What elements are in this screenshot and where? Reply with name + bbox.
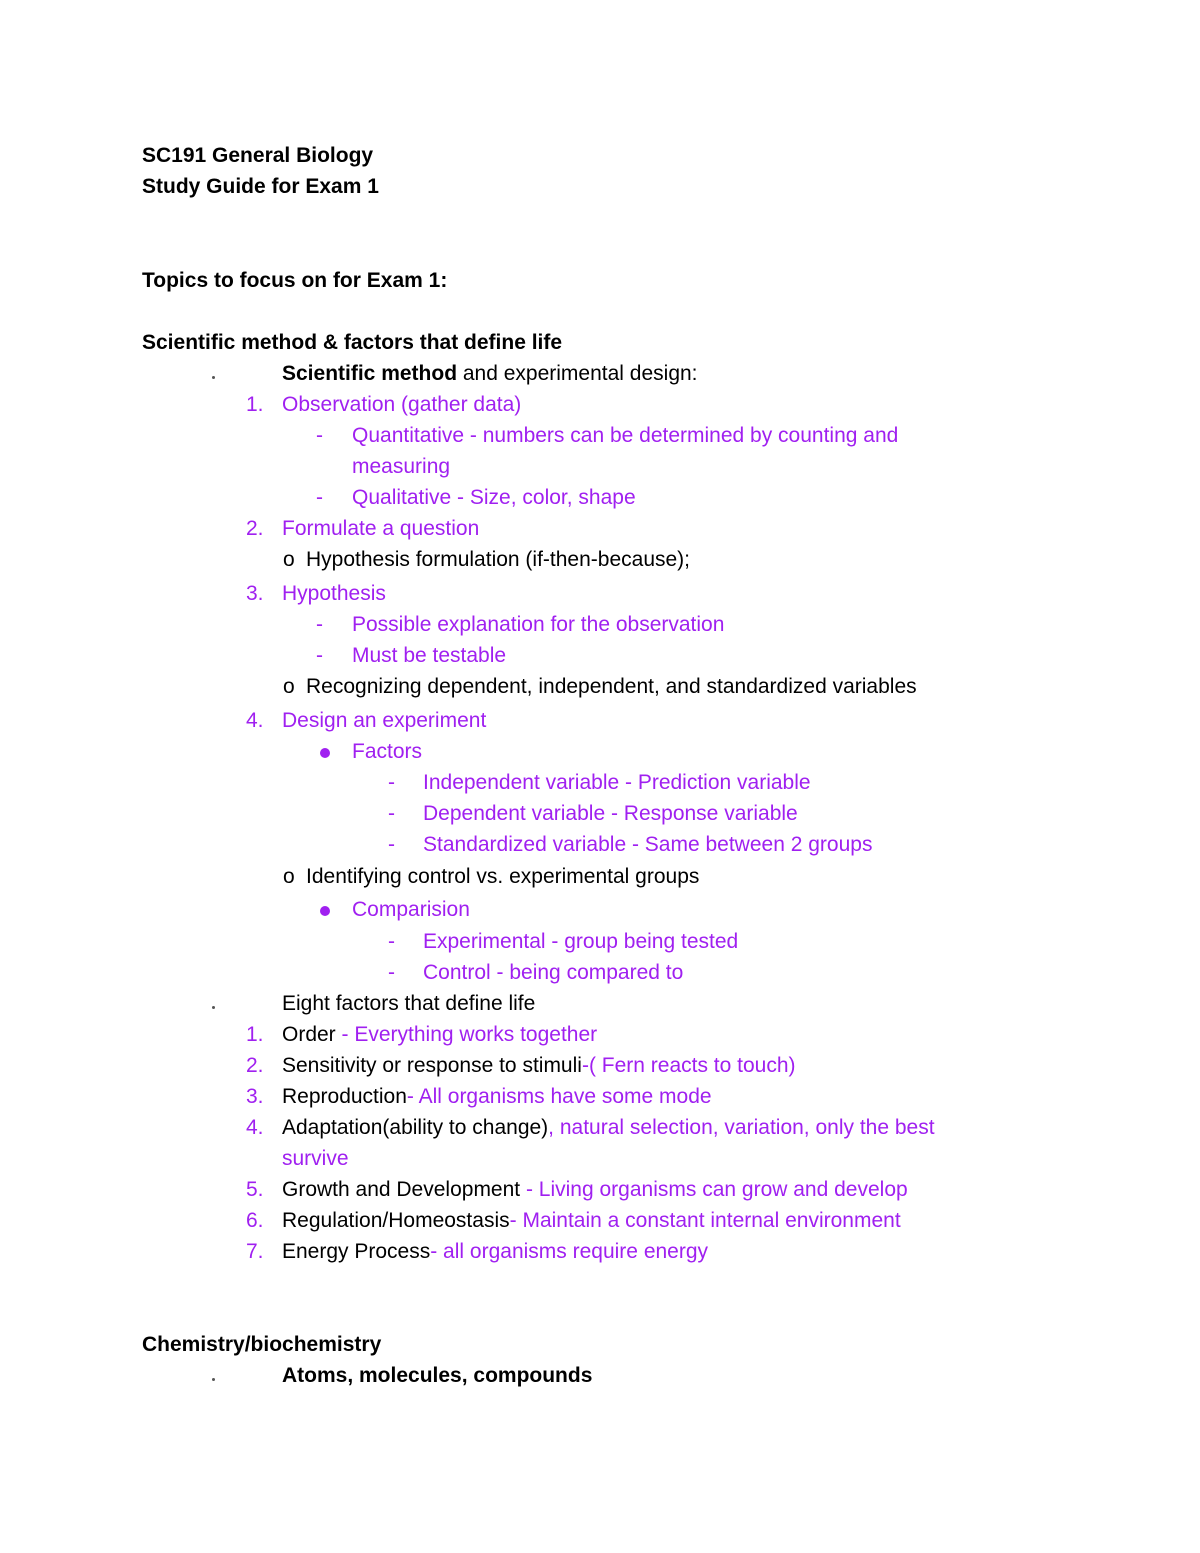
life-factor-regulation (282, 1208, 901, 1234)
life-factor-term: Regulation/Homeostasis (282, 1209, 510, 1232)
life-factor-note: - Everything works together (335, 1023, 598, 1046)
recognizing-variables-item: Recognizing dependent, independent, and standardized variables (306, 675, 917, 698)
life-factor-term: Reproduction (282, 1085, 407, 1108)
life-factor-note: -( Fern reacts to touch) (581, 1054, 796, 1077)
observation-quantitative-cont: measuring (352, 455, 451, 478)
life-factor-term: Order (282, 1023, 336, 1046)
filled-bullet-icon (320, 748, 330, 758)
o-marker: o (283, 675, 295, 698)
life-factor-note: - Maintain a constant internal environment (509, 1209, 901, 1232)
step-number: 1. (246, 393, 264, 416)
focus-heading: Topics to focus on for Exam 1: (142, 269, 448, 292)
step-number: 3. (246, 582, 264, 605)
life-factor-adaptation (282, 1115, 935, 1141)
o-marker: o (283, 548, 295, 571)
life-factor-number: 5. (246, 1178, 264, 1201)
dash-marker: - (388, 771, 395, 794)
life-factor-number: 2. (246, 1054, 264, 1077)
dash-marker: - (316, 644, 323, 667)
small-bullet-dot (212, 1378, 215, 1381)
o-marker: o (283, 865, 295, 888)
life-factor-reproduction (282, 1084, 712, 1110)
dash-marker: - (388, 930, 395, 953)
life-factor-number: 3. (246, 1085, 264, 1108)
identifying-groups-item: Identifying control vs. experimental groups (306, 865, 700, 888)
step-design-experiment: Design an experiment (282, 709, 487, 732)
life-factor-growth (282, 1177, 908, 1203)
step-observation: Observation (gather data) (282, 393, 522, 416)
course-title: SC191 General Biology (142, 144, 374, 167)
dash-marker: - (388, 961, 395, 984)
scientific-method-rest: and experimental design: (457, 362, 698, 385)
life-factor-adaptation-cont: survive (282, 1147, 349, 1170)
life-factor-note: , natural selection, variation, only the best (548, 1116, 935, 1139)
life-factor-number: 7. (246, 1240, 264, 1263)
life-factor-term: Adaptation(ability to change) (282, 1116, 549, 1139)
observation-quantitative: Quantitative - numbers can be determined by counting and (352, 424, 899, 447)
hypothesis-testable: Must be testable (352, 644, 507, 667)
life-factor-order (282, 1022, 597, 1048)
hypothesis-formulation-item: Hypothesis formulation (if-then-because); (306, 548, 691, 571)
factor-standardized: Standardized variable - Same between 2 groups (423, 833, 873, 856)
dash-marker: - (388, 833, 395, 856)
step-number: 4. (246, 709, 264, 732)
comparison-control: Control - being compared to (423, 961, 684, 984)
life-factor-term: Growth and Development (282, 1178, 526, 1201)
life-factor-energy (282, 1239, 708, 1265)
life-factor-note: - All organisms have some mode (406, 1085, 712, 1108)
scientific-method-bold: Scientific method (282, 362, 458, 385)
dash-marker: - (316, 613, 323, 636)
hypothesis-explanation: Possible explanation for the observation (352, 613, 725, 636)
factor-independent: Independent variable - Prediction variable (423, 771, 811, 794)
atoms-molecules-item: Atoms, molecules, compounds (282, 1364, 593, 1387)
dash-marker: - (316, 486, 323, 509)
guide-subtitle: Study Guide for Exam 1 (142, 175, 379, 198)
section-heading-chemistry: Chemistry/biochemistry (142, 1333, 382, 1356)
life-factor-sensitivity (282, 1053, 796, 1079)
filled-bullet-icon (320, 906, 330, 916)
comparison-label: Comparision (352, 898, 470, 921)
comparison-experimental: Experimental - group being tested (423, 930, 739, 953)
dash-marker: - (388, 802, 395, 825)
small-bullet-dot (212, 1006, 215, 1009)
step-number: 2. (246, 517, 264, 540)
eight-factors-heading: Eight factors that define life (282, 992, 536, 1015)
life-factor-term: Sensitivity or response to stimuli (282, 1054, 582, 1077)
life-factor-note: - Living organisms can grow and develop (525, 1178, 908, 1201)
step-hypothesis: Hypothesis (282, 582, 386, 605)
life-factor-number: 1. (246, 1023, 264, 1046)
life-factor-term: Energy Process (282, 1240, 431, 1263)
step-formulate-question: Formulate a question (282, 517, 480, 540)
life-factor-number: 6. (246, 1209, 264, 1232)
section-heading-scientific-method: Scientific method & factors that define life (142, 331, 563, 354)
scientific-method-line (282, 361, 698, 387)
life-factor-note: - all organisms require energy (430, 1240, 709, 1263)
factor-dependent: Dependent variable - Response variable (423, 802, 798, 825)
dash-marker: - (316, 424, 323, 447)
life-factor-number: 4. (246, 1116, 264, 1139)
observation-qualitative: Qualitative - Size, color, shape (352, 486, 636, 509)
small-bullet-dot (212, 376, 215, 379)
factors-label: Factors (352, 740, 423, 763)
